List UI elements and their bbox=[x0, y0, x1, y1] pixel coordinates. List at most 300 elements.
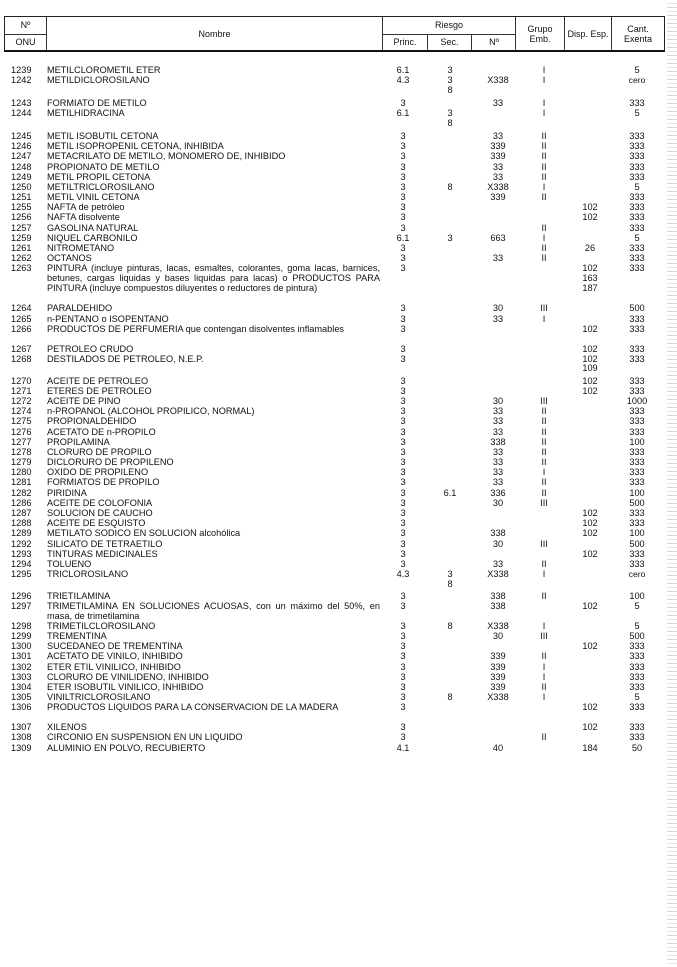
risk-principal: 6.1 bbox=[396, 108, 410, 119]
exempt-quantity: 333 bbox=[629, 141, 645, 152]
onu-number: 1292 bbox=[11, 538, 32, 549]
onu-number: 1245 bbox=[11, 130, 32, 141]
risk-principal: 3 bbox=[400, 426, 406, 437]
packing-group: II bbox=[541, 682, 547, 693]
packing-group: I bbox=[542, 620, 546, 631]
risk-number: 33 bbox=[492, 416, 504, 427]
table-row bbox=[0, 417, 677, 427]
risk-number: 33 bbox=[492, 558, 504, 569]
exempt-quantity: 50 bbox=[631, 742, 643, 753]
special-provision-value: 102 bbox=[582, 202, 598, 213]
special-provisions bbox=[570, 377, 610, 387]
substance-name: METIL ISOPROPENIL CETONA, INHIBIDA bbox=[47, 141, 224, 152]
risk-number: 33 bbox=[492, 446, 504, 457]
substance-name: ACETATO DE VINILO, INHIBIDO bbox=[47, 651, 183, 662]
risk-number: 339 bbox=[490, 141, 506, 152]
substance-name: ACEITE DE PETROLEO bbox=[47, 375, 149, 386]
exempt-quantity: 333 bbox=[629, 243, 645, 254]
risk-number: 33 bbox=[492, 406, 504, 417]
risk-principal: 4.3 bbox=[396, 75, 410, 86]
risk-principal: 3 bbox=[400, 558, 406, 569]
risk-principal: 3 bbox=[400, 395, 406, 406]
exempt-quantity: 333 bbox=[629, 457, 645, 468]
risk-principal: 3 bbox=[400, 192, 406, 203]
risk-secondary bbox=[432, 622, 468, 632]
exempt-quantity: 100 bbox=[629, 487, 645, 498]
exempt-quantity: 333 bbox=[629, 202, 645, 213]
risk-number: 338 bbox=[490, 590, 506, 601]
substance-name: DESTILADOS DE PETROLEO, N.E.P. bbox=[47, 353, 204, 364]
risk-principal: 3 bbox=[400, 97, 406, 108]
risk-number: 33 bbox=[492, 457, 504, 468]
exempt-quantity: 333 bbox=[629, 171, 645, 182]
onu-number: 1272 bbox=[11, 395, 32, 406]
special-provisions bbox=[570, 529, 610, 539]
packing-group: II bbox=[541, 406, 547, 417]
packing-group: I bbox=[542, 569, 546, 580]
risk-principal: 3 bbox=[400, 151, 406, 162]
risk-number: 33 bbox=[492, 253, 504, 264]
packing-group: II bbox=[541, 457, 547, 468]
substance-name: NITROMETANO bbox=[47, 243, 115, 254]
substance-name: METIL PROPIL CETONA bbox=[47, 171, 151, 182]
packing-group: III bbox=[540, 395, 548, 406]
substance-name: ALUMINIO EN POLVO, RECUBIERTO bbox=[47, 742, 206, 753]
exempt-quantity: 333 bbox=[629, 353, 645, 364]
substance-name: ETER ISOBUTIL VINILICO, INHIBIDO bbox=[47, 682, 204, 693]
risk-number: 339 bbox=[490, 661, 506, 672]
packing-group: III bbox=[540, 497, 548, 508]
exempt-quantity: 333 bbox=[629, 426, 645, 437]
substance-name: SUCEDANEO DE TREMENTINA bbox=[47, 641, 183, 652]
onu-number: 1262 bbox=[11, 253, 32, 264]
exempt-quantity: 100 bbox=[629, 436, 645, 447]
substance-name: METILDICLOROSILANO bbox=[47, 75, 150, 86]
substance-name: ETERES DE PETROLEO bbox=[47, 385, 152, 396]
risk-number: 30 bbox=[492, 538, 504, 549]
table-row bbox=[0, 703, 677, 723]
special-provisions bbox=[570, 345, 610, 355]
risk-principal: 6.1 bbox=[396, 65, 410, 75]
table-row bbox=[0, 325, 677, 345]
substance-name: NAFTA disolvente bbox=[47, 212, 120, 223]
substance-name: METIL VINIL CETONA bbox=[47, 192, 140, 203]
risk-secondary-value: 8 bbox=[447, 692, 453, 703]
risk-secondary bbox=[432, 183, 468, 193]
substance-name: PINTURA (incluye pinturas, lacas, esmaltes, colorantes, goma lacas, barnices, betunes, cargas liquidas y bases liquidas para lacas) o PRODUCTOS PARA PINTURA (incluye compuestos diluyentes o reductores de pintura) bbox=[47, 263, 380, 293]
exempt-quantity: 333 bbox=[629, 548, 645, 559]
exempt-quantity: 5 bbox=[634, 65, 640, 75]
exempt-quantity: 333 bbox=[629, 130, 645, 141]
risk-principal: 3 bbox=[400, 538, 406, 549]
onu-number: 1239 bbox=[11, 65, 32, 75]
risk-principal: 3 bbox=[400, 303, 406, 314]
risk-secondary-value: 8 bbox=[447, 620, 453, 631]
exempt-quantity: 333 bbox=[629, 222, 645, 233]
exempt-quantity: 5 bbox=[634, 601, 640, 612]
exempt-quantity: 500 bbox=[629, 538, 645, 549]
risk-principal: 3 bbox=[400, 343, 406, 354]
exempt-quantity: 333 bbox=[629, 253, 645, 264]
special-provisions bbox=[570, 509, 610, 519]
onu-number: 1263 bbox=[11, 263, 32, 274]
risk-number: 663 bbox=[490, 232, 506, 243]
risk-principal: 3 bbox=[400, 641, 406, 652]
onu-number: 1265 bbox=[11, 313, 32, 324]
onu-number: 1268 bbox=[11, 353, 32, 364]
risk-principal: 3 bbox=[400, 702, 406, 713]
exempt-quantity: 500 bbox=[629, 303, 645, 314]
risk-principal: 3 bbox=[400, 467, 406, 478]
packing-group: II bbox=[541, 416, 547, 427]
substance-name: PRODUCTOS LIQUIDOS PARA LA CONSERVACION DE LA MADERA bbox=[47, 702, 339, 713]
packing-group: II bbox=[541, 446, 547, 457]
substance-name: TOLUENO bbox=[47, 558, 92, 569]
risk-principal: 4.1 bbox=[396, 742, 410, 753]
risk-number: 339 bbox=[490, 651, 506, 662]
substance-name: PETROLEO CRUDO bbox=[47, 343, 134, 354]
header-princ: Princ. bbox=[383, 34, 428, 51]
packing-group: III bbox=[540, 303, 548, 314]
substance-name: METILATO SODICO EN SOLUCION alcohólica bbox=[47, 528, 241, 539]
onu-number: 1244 bbox=[11, 108, 32, 119]
special-provisions bbox=[570, 387, 610, 397]
substance-name: PIRIDINA bbox=[47, 487, 87, 498]
exempt-quantity: 333 bbox=[629, 732, 645, 743]
risk-principal: 3 bbox=[400, 651, 406, 662]
risk-principal: 3 bbox=[400, 518, 406, 529]
risk-principal: 3 bbox=[400, 161, 406, 172]
onu-number: 1261 bbox=[11, 243, 32, 254]
substance-name: PROPIONATO DE METILO bbox=[47, 161, 160, 172]
onu-number: 1309 bbox=[11, 742, 32, 753]
onu-number: 1301 bbox=[11, 651, 32, 662]
substance-name: PARALDEHIDO bbox=[47, 303, 113, 314]
risk-number: X338 bbox=[487, 75, 509, 86]
risk-secondary bbox=[432, 76, 468, 95]
substance-name: METACRILATO DE METILO, MONOMERO DE, INHIBIDO bbox=[47, 151, 286, 162]
risk-secondary bbox=[432, 570, 468, 589]
substance-name: TRIMETILAMINA EN SOLUCIONES ACUOSAS, con un máximo del 50%, en masa, de trimetilamina bbox=[47, 601, 380, 621]
risk-secondary-value: 6.1 bbox=[443, 487, 457, 498]
risk-number: 338 bbox=[490, 601, 506, 612]
risk-principal: 4.3 bbox=[396, 569, 410, 580]
onu-number: 1302 bbox=[11, 661, 32, 672]
risk-number: 33 bbox=[492, 161, 504, 172]
special-provisions bbox=[570, 550, 610, 560]
risk-number: 339 bbox=[490, 682, 506, 693]
risk-secondary-value: 3 bbox=[447, 75, 453, 86]
onu-number: 1295 bbox=[11, 569, 32, 580]
exempt-quantity: 500 bbox=[629, 497, 645, 508]
substance-name: CIRCONIO EN SUSPENSION EN UN LIQUIDO bbox=[47, 732, 243, 743]
substance-name: SOLUCION DE CAUCHO bbox=[47, 508, 153, 518]
special-provision-value: 102 bbox=[582, 323, 598, 334]
packing-group: I bbox=[542, 97, 546, 108]
risk-principal: 3 bbox=[400, 436, 406, 447]
risk-number: 30 bbox=[492, 303, 504, 314]
exempt-quantity: 100 bbox=[629, 528, 645, 539]
header-cant: Cant. Exenta bbox=[623, 23, 653, 44]
risk-principal: 3 bbox=[400, 202, 406, 213]
risk-number: 30 bbox=[492, 497, 504, 508]
risk-principal: 3 bbox=[400, 243, 406, 254]
page-edge bbox=[667, 0, 677, 967]
onu-number: 1299 bbox=[11, 631, 32, 642]
substance-name: DICLORURO DE PROPILENO bbox=[47, 457, 174, 468]
special-provision-value: 102 bbox=[582, 641, 598, 652]
substance-name: PROPIONALDEHIDO bbox=[47, 416, 137, 427]
onu-number: 1264 bbox=[11, 303, 32, 314]
substance-name: OCTANOS bbox=[47, 253, 92, 264]
exempt-quantity: 5 bbox=[634, 181, 640, 192]
substance-name: NAFTA de petróleo bbox=[47, 202, 125, 213]
substance-name: ETER ETIL VINILICO, INHIBIDO bbox=[47, 661, 181, 672]
exempt-quantity: 333 bbox=[629, 375, 645, 386]
risk-number: 33 bbox=[492, 426, 504, 437]
onu-number: 1278 bbox=[11, 446, 32, 457]
risk-number: 339 bbox=[490, 192, 506, 203]
exempt-quantity: 333 bbox=[629, 263, 645, 274]
special-provision-value: 184 bbox=[582, 742, 598, 753]
substance-name: n-PENTANO o ISOPENTANO bbox=[47, 313, 169, 324]
substance-name: TRICLOROSILANO bbox=[47, 569, 129, 580]
packing-group: I bbox=[542, 671, 546, 682]
table-row bbox=[0, 602, 677, 622]
special-provision-value: 102 bbox=[582, 518, 598, 529]
substance-name: SILICATO DE TETRAETILO bbox=[47, 538, 163, 549]
exempt-quantity: 333 bbox=[629, 477, 645, 488]
onu-number: 1280 bbox=[11, 467, 32, 478]
risk-secondary-value: 3 bbox=[447, 108, 453, 119]
special-provisions bbox=[570, 203, 610, 213]
onu-number: 1279 bbox=[11, 457, 32, 468]
exempt-quantity: 333 bbox=[629, 446, 645, 457]
special-provision-value: 102 bbox=[582, 528, 598, 539]
onu-number: 1277 bbox=[11, 436, 32, 447]
substance-name: PRODUCTOS DE PERFUMERIA que contengan disolventes inflamables bbox=[47, 323, 345, 334]
exempt-quantity: 333 bbox=[629, 661, 645, 672]
exempt-quantity: 100 bbox=[629, 590, 645, 601]
special-provision-value: 102 bbox=[582, 385, 598, 396]
risk-number: X338 bbox=[487, 569, 509, 580]
packing-group: II bbox=[541, 171, 547, 182]
substance-name: FORMIATOS DE PROPILO bbox=[47, 477, 160, 488]
risk-secondary bbox=[432, 109, 468, 128]
exempt-quantity: 333 bbox=[629, 651, 645, 662]
packing-group: I bbox=[542, 467, 546, 478]
onu-number: 1282 bbox=[11, 487, 32, 498]
onu-number: 1251 bbox=[11, 192, 32, 203]
risk-principal: 3 bbox=[400, 385, 406, 396]
packing-group: II bbox=[541, 732, 547, 743]
risk-principal: 3 bbox=[400, 263, 406, 274]
onu-number: 1259 bbox=[11, 232, 32, 243]
special-provisions bbox=[570, 355, 610, 374]
table-row bbox=[0, 550, 677, 560]
substance-name: OXIDO DE PROPILENO bbox=[47, 467, 149, 478]
risk-principal: 3 bbox=[400, 671, 406, 682]
substance-name: TRIMETILCLOROSILANO bbox=[47, 620, 156, 631]
risk-principal: 3 bbox=[400, 141, 406, 152]
risk-number: 338 bbox=[490, 436, 506, 447]
risk-principal: 3 bbox=[400, 631, 406, 642]
onu-number: 1289 bbox=[11, 528, 32, 539]
special-provisions bbox=[570, 213, 610, 223]
packing-group: I bbox=[542, 232, 546, 243]
exempt-quantity: 333 bbox=[629, 682, 645, 693]
onu-number: 1276 bbox=[11, 426, 32, 437]
risk-principal: 3 bbox=[400, 601, 406, 612]
risk-number: 339 bbox=[490, 151, 506, 162]
onu-number: 1246 bbox=[11, 141, 32, 152]
exempt-quantity: 333 bbox=[629, 416, 645, 427]
onu-number: 1308 bbox=[11, 732, 32, 743]
exempt-quantity: 333 bbox=[629, 323, 645, 334]
risk-principal: 3 bbox=[400, 508, 406, 518]
risk-principal: 3 bbox=[400, 253, 406, 264]
risk-principal: 3 bbox=[400, 477, 406, 488]
exempt-quantity: 333 bbox=[629, 508, 645, 518]
substance-name: METILTRICLOROSILANO bbox=[47, 181, 155, 192]
risk-principal: 3 bbox=[400, 406, 406, 417]
substance-name: ACEITE DE PINO bbox=[47, 395, 121, 406]
risk-principal: 3 bbox=[400, 416, 406, 427]
risk-number: X338 bbox=[487, 181, 509, 192]
risk-principal: 3 bbox=[400, 313, 406, 324]
substance-name: CLORURO DE VINILIDENO, INHIBIDO bbox=[47, 671, 209, 682]
risk-principal: 6.1 bbox=[396, 232, 410, 243]
packing-group: II bbox=[541, 141, 547, 152]
risk-number: 33 bbox=[492, 97, 504, 108]
special-provisions bbox=[570, 703, 610, 713]
risk-secondary-value: 8 bbox=[447, 84, 453, 95]
special-provision-value: 163 bbox=[582, 273, 598, 283]
exempt-quantity: 333 bbox=[629, 722, 645, 733]
risk-secondary-value: 3 bbox=[447, 65, 453, 75]
exempt-quantity: 333 bbox=[629, 406, 645, 417]
exempt-quantity: 333 bbox=[629, 97, 645, 108]
risk-number: 30 bbox=[492, 631, 504, 642]
packing-group: II bbox=[541, 558, 547, 569]
special-provision-value: 102 bbox=[582, 508, 598, 518]
exempt-quantity: 333 bbox=[629, 161, 645, 172]
substance-name: NIQUEL CARBONILO bbox=[47, 232, 138, 243]
packing-group: I bbox=[542, 313, 546, 324]
risk-principal: 3 bbox=[400, 375, 406, 386]
header-disp: Disp. Esp. bbox=[565, 17, 612, 50]
risk-secondary-value: 3 bbox=[447, 232, 453, 243]
header-onu bbox=[5, 17, 47, 50]
special-provisions bbox=[570, 264, 610, 293]
table-row bbox=[0, 744, 677, 754]
onu-number: 1307 bbox=[11, 722, 32, 733]
substance-name: METILHIDRACINA bbox=[47, 108, 125, 119]
packing-group: II bbox=[541, 253, 547, 264]
risk-number: 30 bbox=[492, 395, 504, 406]
onu-number: 1249 bbox=[11, 171, 32, 182]
packing-group: I bbox=[542, 661, 546, 672]
special-provision-value: 102 bbox=[582, 375, 598, 386]
risk-principal: 3 bbox=[400, 722, 406, 733]
header-grupo: Grupo Emb. bbox=[516, 17, 565, 50]
table-row bbox=[0, 244, 677, 254]
header-onu-bottom: ONU bbox=[15, 36, 36, 47]
exempt-quantity: 333 bbox=[629, 212, 645, 223]
onu-number: 1270 bbox=[11, 375, 32, 386]
header-riesgo bbox=[383, 17, 516, 50]
packing-group: II bbox=[541, 151, 547, 162]
risk-principal: 3 bbox=[400, 457, 406, 468]
table-row bbox=[0, 478, 677, 488]
risk-number: X338 bbox=[487, 692, 509, 703]
table-row bbox=[0, 109, 677, 129]
exempt-quantity: 5 bbox=[634, 232, 640, 243]
table-row bbox=[0, 570, 677, 590]
risk-secondary-value: 8 bbox=[447, 117, 453, 128]
onu-number: 1293 bbox=[11, 548, 32, 559]
substance-name: TRIETILAMINA bbox=[47, 590, 111, 601]
risk-principal: 3 bbox=[400, 497, 406, 508]
exempt-quantity: 500 bbox=[629, 631, 645, 642]
onu-number: 1281 bbox=[11, 477, 32, 488]
special-provisions bbox=[570, 325, 610, 335]
substance-name: METILCLOROMETIL ETER bbox=[47, 65, 161, 75]
special-provision-value: 102 bbox=[582, 353, 598, 364]
substance-name: ACEITE DE COLOFONIA bbox=[47, 497, 153, 508]
exempt-quantity: 333 bbox=[629, 558, 645, 569]
risk-secondary bbox=[432, 234, 468, 244]
exempt-quantity: cero bbox=[628, 75, 646, 86]
special-provisions bbox=[570, 519, 610, 529]
table-row bbox=[0, 76, 677, 96]
risk-number: 33 bbox=[492, 477, 504, 488]
special-provision-value: 187 bbox=[582, 282, 598, 293]
special-provisions bbox=[570, 244, 610, 254]
exempt-quantity: 1000 bbox=[626, 395, 648, 406]
onu-number: 1266 bbox=[11, 323, 32, 334]
onu-number: 1267 bbox=[11, 343, 32, 354]
exempt-quantity: 333 bbox=[629, 343, 645, 354]
packing-group: II bbox=[541, 651, 547, 662]
substance-name: TINTURAS MEDICINALES bbox=[47, 548, 158, 559]
risk-principal: 3 bbox=[400, 353, 406, 364]
risk-secondary-value: 3 bbox=[447, 569, 453, 580]
packing-group: II bbox=[541, 477, 547, 488]
risk-number: 339 bbox=[490, 671, 506, 682]
risk-principal: 3 bbox=[400, 130, 406, 141]
special-provision-value: 102 bbox=[582, 263, 598, 274]
onu-number: 1250 bbox=[11, 181, 32, 192]
packing-group: III bbox=[540, 538, 548, 549]
risk-principal: 3 bbox=[400, 487, 406, 498]
substance-name: CLORURO DE PROPILO bbox=[47, 446, 152, 457]
special-provision-value: 109 bbox=[582, 363, 598, 374]
onu-number: 1288 bbox=[11, 518, 32, 529]
onu-number: 1247 bbox=[11, 151, 32, 162]
substance-name: GASOLINA NATURAL bbox=[47, 222, 139, 233]
special-provisions bbox=[570, 744, 610, 754]
packing-group: II bbox=[541, 161, 547, 172]
onu-number: 1303 bbox=[11, 671, 32, 682]
substance-name: VINILTRICLOROSILANO bbox=[47, 692, 151, 703]
special-provision-value: 102 bbox=[582, 212, 598, 223]
packing-group: I bbox=[542, 75, 546, 86]
onu-number: 1271 bbox=[11, 385, 32, 396]
onu-number: 1298 bbox=[11, 620, 32, 631]
special-provision-value: 26 bbox=[584, 243, 596, 254]
onu-number: 1242 bbox=[11, 75, 32, 86]
